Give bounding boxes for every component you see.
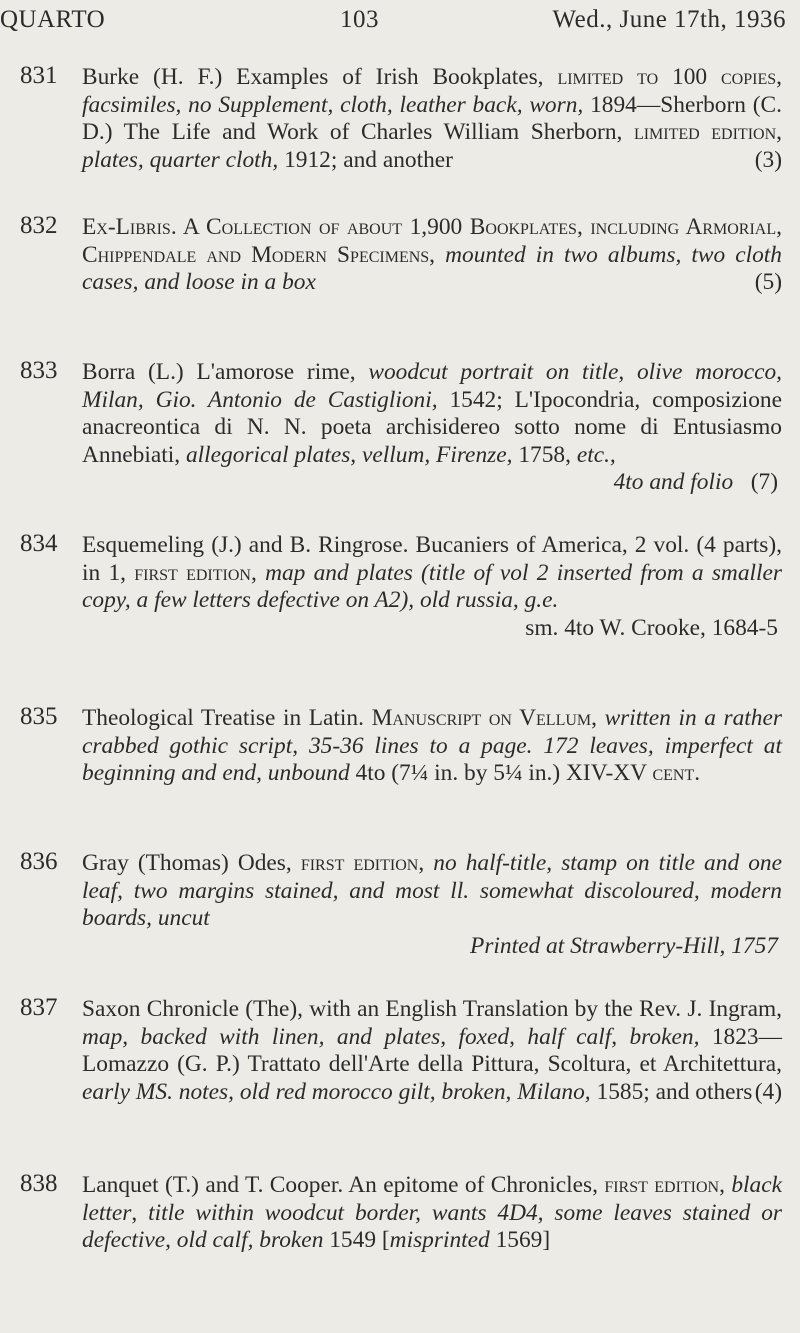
lot-description: Gray (Thomas) Odes, first edition, no half-title, stamp on title and one leaf, two margins stained, and most ll. somewhat discoloured, modern boards, uncut Printed at Strawberry-Hill, 1757	[82, 850, 782, 959]
lot-number: 832	[20, 212, 58, 239]
lot-count: (4)	[754, 1078, 782, 1105]
lot-number: 837	[20, 994, 58, 1021]
lot-number: 833	[20, 357, 58, 384]
lot-count: (5)	[754, 269, 782, 295]
sale-date: Wed., June 17th, 1936	[552, 6, 786, 33]
lot-count: (7)	[750, 469, 778, 495]
lot-imprint: sm. 4to W. Crooke, 1684-5	[525, 614, 778, 641]
lot-number: 836	[20, 848, 58, 875]
lot-description: Borra (L.) L'amorose rime, woodcut portrait on title, olive morocco, Milan, Gio. Antonio de Castiglioni, 1542; L'Ipocondria, composizione anacreontica di N. N. poeta archisidereo sotto nome di Entusiasmo Annebiati, allegorical plates, vellum, Firenze, 1758, etc., 4to and folio (7)	[82, 359, 782, 495]
lot-description: Lanquet (T.) and T. Cooper. An epitome of Chronicles, first edition, black letter, title within woodcut border, wants 4D4, some leaves stained or defective, old calf, broken 1549 [misprinted 1569]	[82, 1172, 782, 1253]
lot-number: 838	[20, 1170, 58, 1197]
lot-number: 831	[20, 62, 58, 89]
page-number: 103	[340, 6, 379, 33]
lot-description: Theological Treatise in Latin. Manuscript on Vellum, written in a rather crabbed gothic script, 35-36 lines to a page. 172 leaves, imperfect at beginning and end, unbound 4to (7¼ in. by 5¼ in.) XIV-XV cent.	[82, 705, 782, 786]
lot-format-line: 4to and folio (7)	[613, 469, 778, 495]
page-header	[0, 6, 800, 42]
lot-description: Esquemeling (J.) and B. Ringrose. Bucaniers of America, 2 vol. (4 parts), in 1, first edition, map and plates (title of vol 2 inserted from a smaller copy, a few letters defective on A2), old russia, g.e. sm. 4to W. Crooke, 1684-5	[82, 532, 782, 641]
lot-number: 835	[20, 703, 58, 730]
header-format: QUARTO	[0, 6, 106, 33]
lot-imprint: Printed at Strawberry-Hill, 1757	[470, 932, 778, 959]
lot-description: Saxon Chronicle (The), with an English Translation by the Rev. J. Ingram, map, backed with linen, and plates, foxed, half calf, broken, 1823—Lomazzo (G. P.) Trattato dell'Arte della Pittura, Scoltura, et Architettura, early MS. notes, old red morocco gilt, broken, Milano, 1585; and others (4)	[82, 996, 782, 1105]
lot-number: 834	[20, 530, 58, 557]
lot-description: Burke (H. F.) Examples of Irish Bookplates, limited to 100 copies, facsimiles, no Supplement, cloth, leather back, worn, 1894—Sherborn (C. D.) The Life and Work of Charles William Sherborn, limited edition, plates, quarter cloth, 1912; and another (3)	[82, 64, 783, 173]
lot-description: Ex-Libris. A Collection of about 1,900 Bookplates, including Armorial, Chippendale and Modern Specimens, mounted in two albums, two cloth cases, and loose in a box (5)	[82, 214, 782, 295]
lot-count: (3)	[754, 146, 782, 173]
